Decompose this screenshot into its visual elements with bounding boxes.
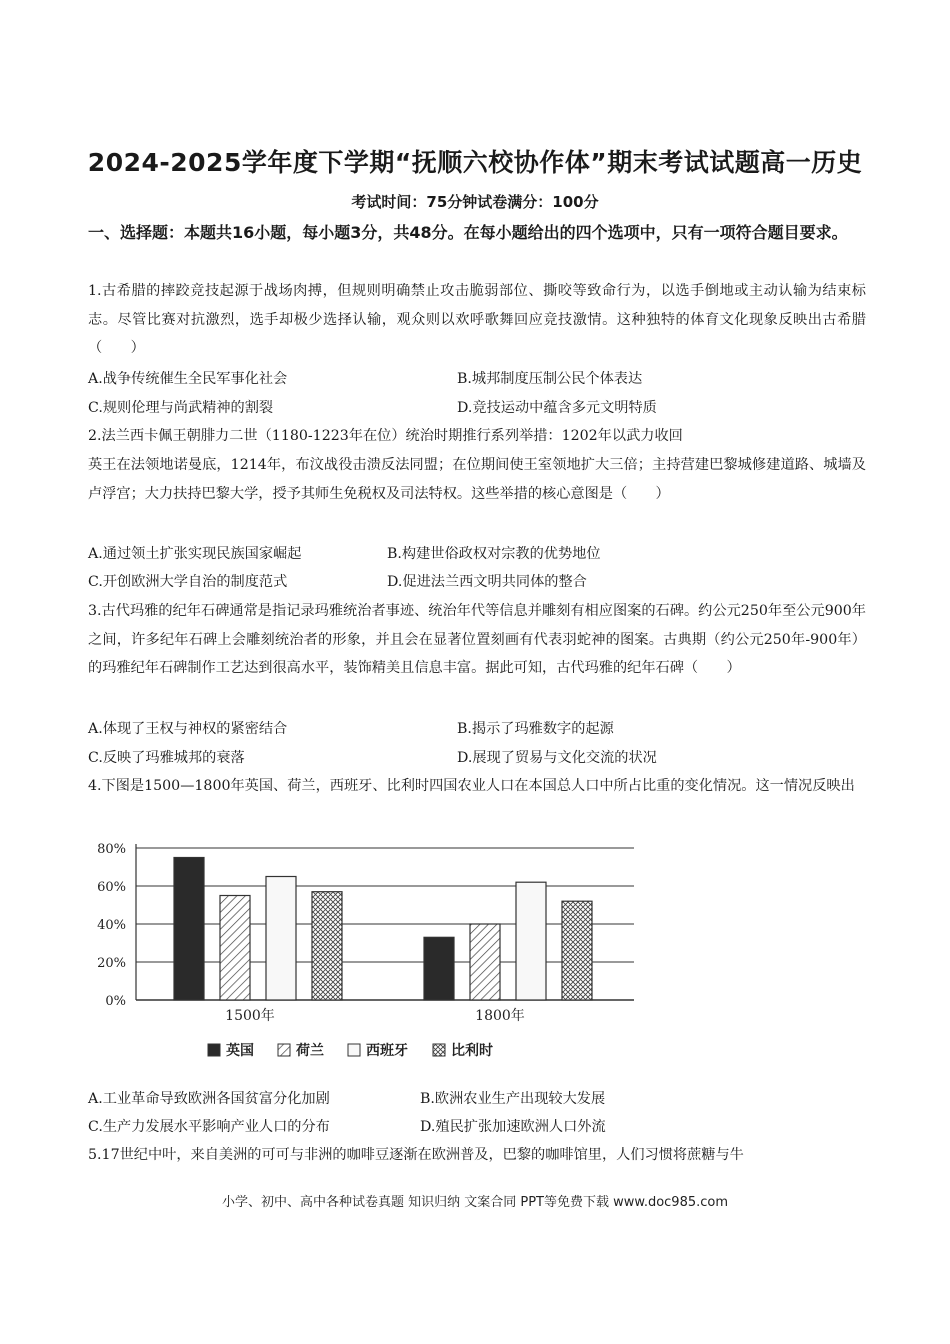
q3-option-c: C.反映了玛雅城邦的衰落: [88, 750, 245, 766]
question-5-stem: 5.17世纪中叶，来自美洲的可可与非洲的咖啡豆逐渐在欧洲普及，巴黎的咖啡馆里，人们习惯将蔗糖与牛: [88, 1147, 744, 1163]
question-3-stem: 3.古代玛雅的纪年石碑通常是指记录玛雅统治者事迹、统治年代等信息并雕刻有相应图案的石碑。约公元250年至公元900年之间，许多纪年石碑上会雕刻统治者的形象，并且会在显著位置刻画有代表羽蛇神的图案。古典期（约公元250年-900年）的玛雅纪年石碑制作工艺达到很高水平，装饰精美且信息丰富。据此可知，古代玛雅的纪年石碑（ ）: [88, 603, 866, 677]
question-2-stem: 英王在法领地诺曼底，1214年，布汶战役击溃反法同盟；在位期间使王室领地扩大三倍；主持营建巴黎城修建道路、城墙及卢浮宫；大力扶持巴黎大学，授予其师生免税权及司法特权。这些举措的核心意图是（ ）: [88, 457, 866, 502]
y-tick-label: 20%: [97, 956, 126, 971]
legend-label: 西班牙: [366, 1043, 408, 1059]
x-tick-label: 1800年: [475, 1008, 525, 1024]
q2-option-d: D.促进法兰西文明共同体的整合: [387, 574, 587, 590]
bar-荷兰-1800年: [470, 924, 500, 1000]
legend-swatch: [208, 1044, 220, 1056]
legend-label: 比利时: [451, 1043, 493, 1059]
legend-swatch: [433, 1044, 445, 1056]
q1-option-a: A.战争传统催生全民军事化社会: [88, 371, 288, 387]
page-title: 2024-2025学年度下学期“抚顺六校协作体”期末考试试题高一历史: [87, 148, 863, 177]
legend-swatch: [278, 1044, 290, 1056]
q2-option-a: A.通过领土扩张实现民族国家崛起: [88, 546, 302, 562]
page-footer: 小学、初中、高中各种试卷真题 知识归纳 文案合同 PPT等免费下载 www.doc985.com: [221, 1195, 729, 1210]
question-2-stem-line1: 2.法兰西卡佩王朝腓力二世（1180-1223年在位）统治时期推行系列举措：1202年以武力收回: [88, 428, 683, 444]
legend-label: 英国: [226, 1043, 254, 1059]
q2-option-c: C.开创欧洲大学自治的制度范式: [88, 574, 288, 590]
q4-option-b: B.欧洲农业生产出现较大发展: [420, 1091, 606, 1107]
q1-option-d: D.竞技运动中蕴含多元文明特质: [457, 400, 657, 416]
bar-英国-1800年: [424, 937, 454, 1000]
y-tick-label: 40%: [97, 918, 126, 933]
y-tick-label: 80%: [97, 842, 126, 857]
q1-option-c: C.规则伦理与尚武精神的割裂: [88, 400, 274, 416]
bar-比利时-1800年: [562, 901, 592, 1000]
q4-option-c: C.生产力发展水平影响产业人口的分布: [88, 1119, 330, 1135]
y-tick-label: 0%: [105, 994, 126, 1009]
q3-option-b: B.揭示了玛雅数字的起源: [457, 721, 614, 737]
q4-option-d: D.殖民扩张加速欧洲人口外流: [420, 1119, 606, 1135]
bar-西班牙-1800年: [516, 882, 546, 1000]
q4-option-a: A.工业革命导致欧洲各国贫富分化加剧: [88, 1091, 330, 1107]
bar-比利时-1500年: [312, 892, 342, 1000]
bar-英国-1500年: [174, 858, 204, 1001]
q2-option-b: B.构建世俗政权对宗教的优势地位: [387, 546, 601, 562]
question-4-stem: 4.下图是1500—1800年英国、荷兰，西班牙、比利时四国农业人口在本国总人口中所占比重的变化情况。这一情况反映出: [88, 778, 855, 794]
bar-荷兰-1500年: [220, 896, 250, 1001]
question-1-stem: 1.古希腊的摔跤竞技起源于战场肉搏，但规则明确禁止攻击脆弱部位、撕咬等致命行为，以选手倒地或主动认输为结束标志。尽管比赛对抗激烈，选手却极少选择认输，观众则以欢呼歌舞回应竞技激情。这种独特的体育文化现象反映出古希腊（ ）: [88, 283, 866, 357]
q1-option-b: B.城邦制度压制公民个体表达: [457, 371, 643, 387]
legend-label: 荷兰: [296, 1043, 324, 1059]
y-tick-label: 60%: [97, 880, 126, 895]
bar-西班牙-1500年: [266, 877, 296, 1001]
exam-info: 考试时间：75分钟试卷满分：100分: [351, 193, 599, 211]
x-tick-label: 1500年: [225, 1008, 275, 1024]
section-heading: 一、选择题：本题共16小题，每小题3分，共48分。在每小题给出的四个选项中，只有一项符合题目要求。: [88, 223, 848, 242]
q3-option-d: D.展现了贸易与文化交流的状况: [457, 750, 657, 766]
legend-swatch: [348, 1044, 360, 1056]
q3-option-a: A.体现了王权与神权的紧密结合: [88, 721, 288, 737]
agricultural-population-chart: [88, 832, 648, 1082]
